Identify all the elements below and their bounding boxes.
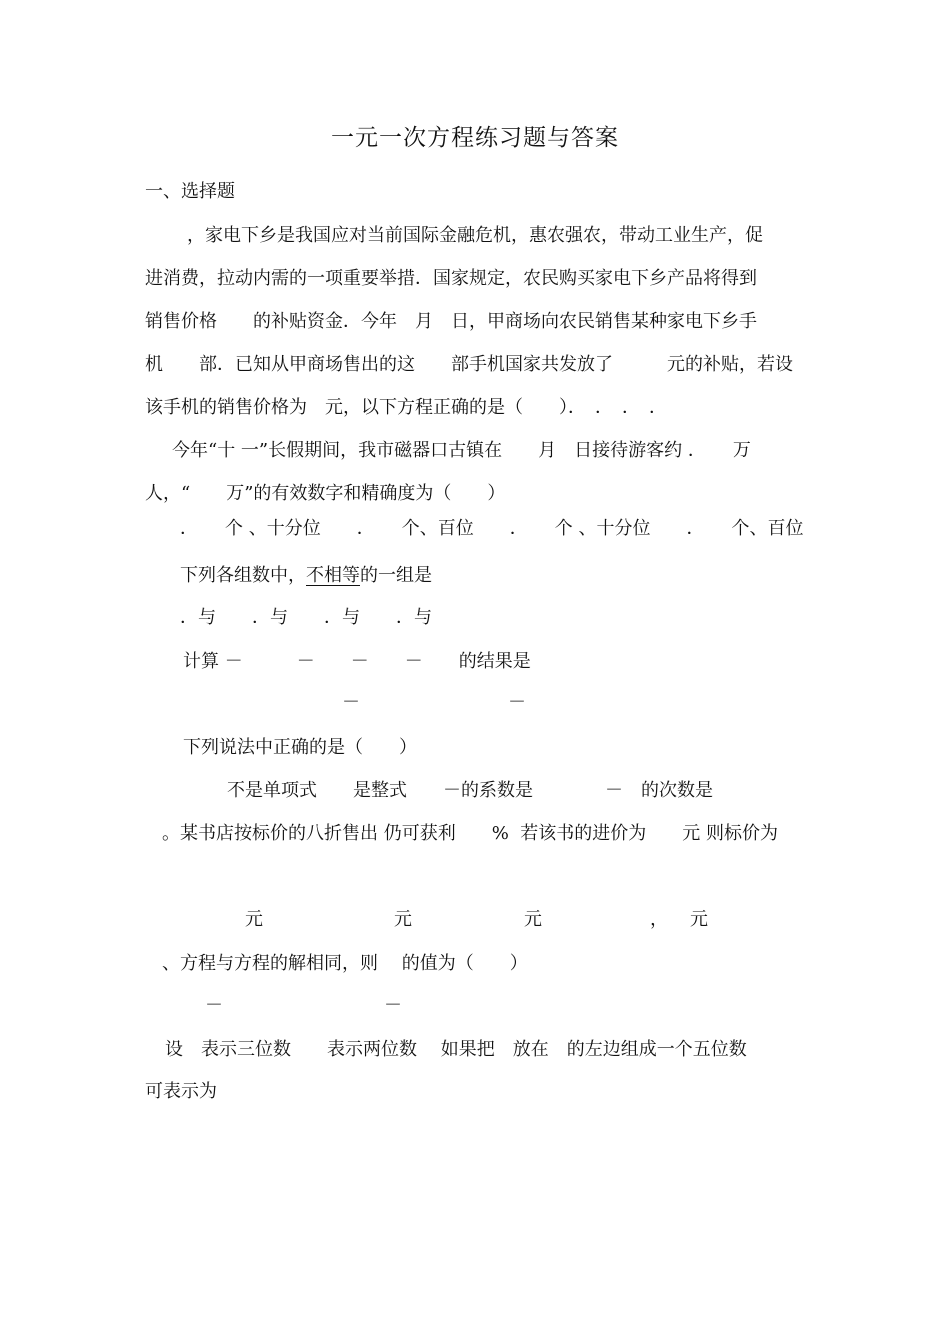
question-1-line-4: 机 部．已知从甲商场售出的这 部手机国家共发放了 元的补贴，若设 xyxy=(145,354,793,375)
question-1-line-2: 进消费，拉动内需的一项重要举措．国家规定，农民购买家电下乡产品将得到 xyxy=(145,268,757,289)
question-7-option-minus-2: － xyxy=(384,995,402,1016)
question-6-option-3: 元 xyxy=(524,909,542,930)
question-8-line-1: 设 表示三位数 表示两位数 如果把 放在 的左边组成一个五位数 xyxy=(165,1039,747,1060)
question-1-line-3: 销售价格 的补贴资金．今年 月 日，甲商场向农民销售某种家电下乡手 xyxy=(145,311,757,332)
question-1-line-1: ，家电下乡是我国应对当前国际金融危机，惠农强农，带动工业生产，促 xyxy=(187,225,763,246)
question-8-line-2: 可表示为 xyxy=(145,1081,217,1102)
page-title: 一元一次方程练习题与答案 xyxy=(331,125,619,151)
question-3-options: ．与 ．与 ．与 ．与 xyxy=(180,607,432,628)
question-5-stem: 下列说法中正确的是（ ） xyxy=(183,737,417,758)
question-3-stem-post: 的一组是 xyxy=(360,565,432,586)
question-6-option-4: ， xyxy=(650,909,668,930)
question-3-stem xyxy=(180,565,432,587)
question-6-option-5: 元 xyxy=(690,909,708,930)
question-4-option-minus-2: － xyxy=(508,692,526,713)
question-4-option-minus-1: － xyxy=(342,692,360,713)
question-7-option-minus-1: － xyxy=(205,995,223,1016)
question-2-line-2: 人，“ 万”的有效数字和精确度为（ ） xyxy=(145,483,506,504)
question-6-option-1: 元 xyxy=(245,909,263,930)
question-3-stem-underlined: 不相等 xyxy=(306,565,360,586)
question-4-stem: 计算 － － － － 的结果是 xyxy=(183,651,531,672)
question-2-options: ． 个 、十分位 ． 个、百位 ． 个 、十分位 ． 个、百位 xyxy=(180,518,804,539)
question-1-line-5: 该手机的销售价格为 元，以下方程正确的是（ ）． ． ． ． xyxy=(145,397,667,418)
question-6-stem: 。某书店按标价的八折售出 仍可获利 % 若该书的进价为 元 则标价为 xyxy=(162,823,778,844)
question-5-options: 不是单项式 是整式 －的系数是 － 的次数是 xyxy=(227,780,713,801)
question-3-stem-pre: 下列各组数中， xyxy=(180,565,306,586)
question-2-line-1: 今年“十 一”长假期间，我市磁器口古镇在 月 日接待游客约 ． 万 xyxy=(172,440,751,461)
question-6-option-2: 元 xyxy=(394,909,412,930)
section-heading: 一、选择题 xyxy=(145,181,235,202)
question-7-stem: 、方程与方程的解相同，则 的值为（ ） xyxy=(162,953,528,974)
